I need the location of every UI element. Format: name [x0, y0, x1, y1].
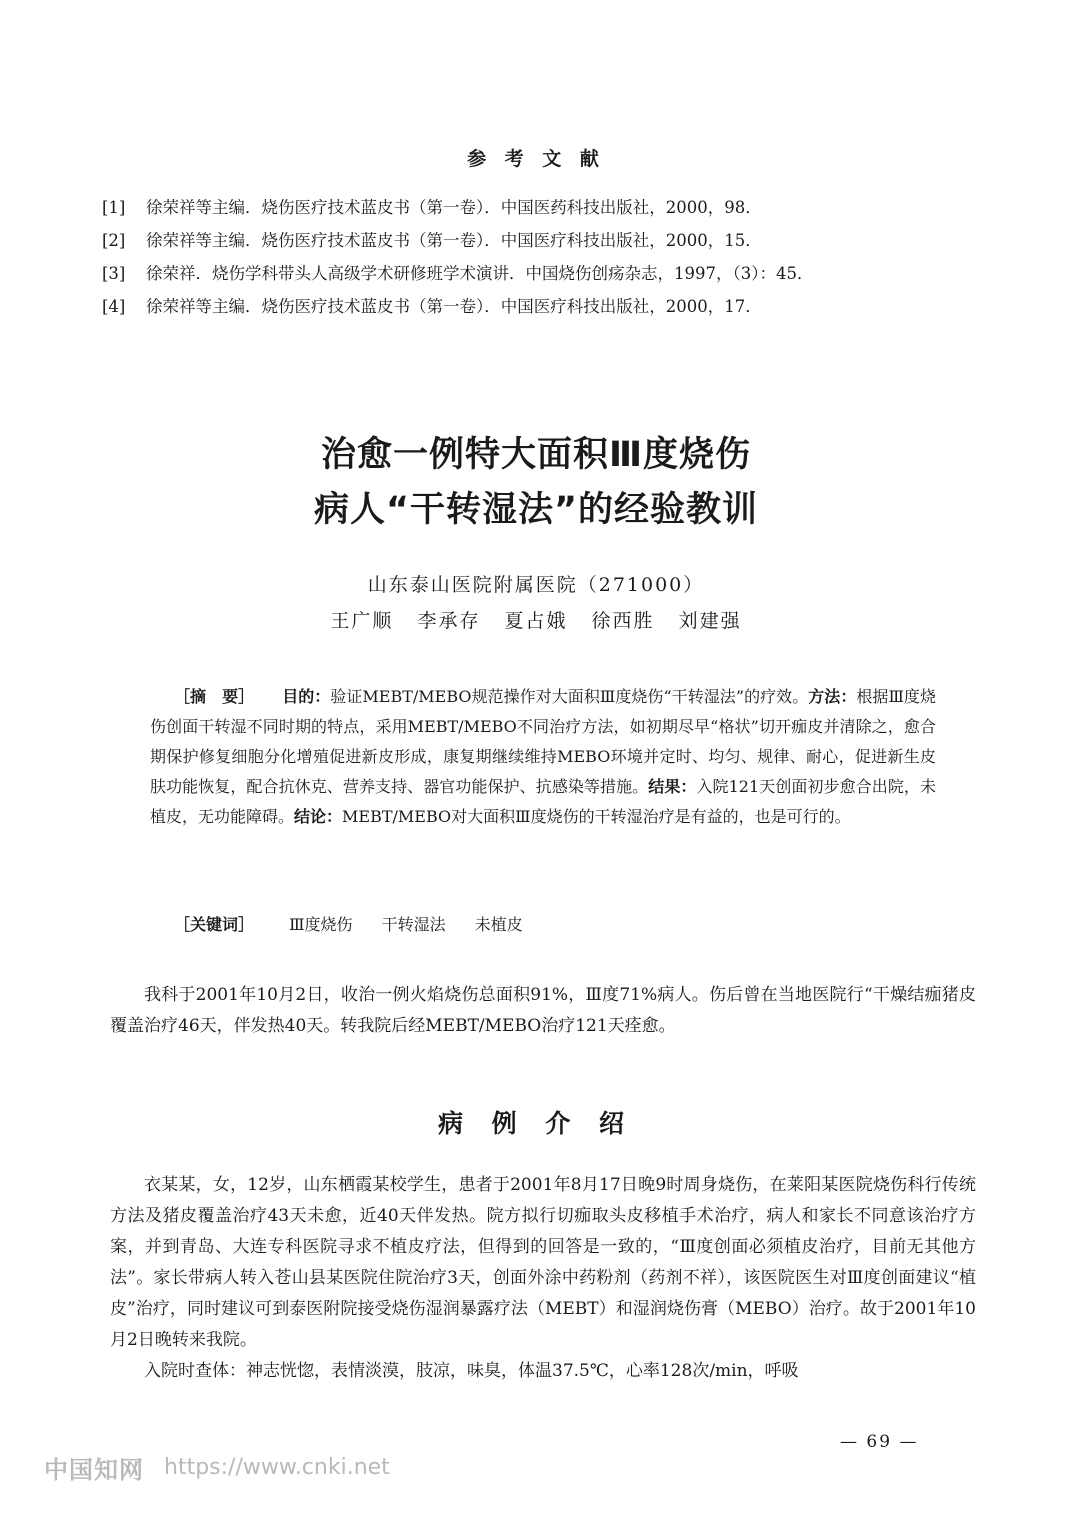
keyword: 未植皮	[474, 915, 523, 934]
reference-number: [2]	[102, 231, 126, 250]
reference-item	[102, 227, 982, 254]
conclusion-text: MEBT/MEBO对大面积Ⅲ度烧伤的干转湿治疗是有益的，也是可行的。	[342, 807, 851, 826]
author-list: 王广顺 李承存 夏占娥 徐西胜 刘建强	[330, 610, 742, 632]
reference-number: [1]	[102, 198, 126, 217]
reference-list	[102, 194, 982, 326]
reference-text: 徐荣祥等主编．烧伤医疗技术蓝皮书（第一卷）．中国医疗科技出版社，2000，17．	[146, 297, 762, 316]
method-text: 根据Ⅲ度烧伤创面干转湿不同时期的特点，采用MEBT/MEBO不同治疗方法，如初期尽早“格状”切开痂皮并清除之，愈合期保护修复细胞分化增殖促进新皮形成，康复期继续维持MEBO环境并定时、均匀、规律、耐心，促进新生皮肤功能恢复，配合抗休克、营养支持、器官功能保护、抗感染等措施。	[150, 687, 936, 796]
affiliation: 山东泰山医院附属医院（271000）	[367, 574, 705, 596]
reference-text: 徐荣祥．烧伤学科带头人高级学术研修班学术演讲．中国烧伤创疡杂志，1997，（3）：45．	[146, 264, 814, 283]
section-heading: 病 例 介 绍	[437, 1109, 635, 1138]
page-number: — 69 —	[840, 1432, 919, 1452]
cnki-logo: 中国知网	[44, 1456, 144, 1484]
reference-number: [4]	[102, 297, 126, 316]
title-line-2: 病人“干转湿法”的经验教训	[313, 490, 758, 530]
cnki-watermark	[44, 1450, 390, 1485]
objective-text: 验证MEBT/MEBO规范操作对大面积Ⅲ度烧伤“干转湿法”的疗效。	[330, 687, 809, 706]
case-report	[110, 1170, 976, 1387]
reference-text: 徐荣祥等主编．烧伤医疗技术蓝皮书（第一卷）．中国医疗科技出版社，2000，15．	[146, 231, 762, 250]
abstract	[150, 682, 936, 832]
reference-text: 徐荣祥等主编．烧伤医疗技术蓝皮书（第一卷）．中国医药科技出版社，2000，98．	[146, 198, 762, 217]
body-paragraph: 入院时查体：神志恍惚，表情淡漠，肢凉，味臭，体温37.5℃，心率128次/min，呼吸	[144, 1361, 799, 1381]
intro-paragraph: 我科于2001年10月2日，收治一例火焰烧伤总面积91%，Ⅲ度71%病人。伤后曾在当地医院行“干燥结痂猪皮覆盖治疗46天，伴发热40天。转我院后经MEBT/MEBO治疗121天痊愈。	[110, 985, 976, 1036]
objective-label: 目的：	[282, 687, 331, 706]
reference-number: [3]	[102, 264, 126, 283]
keywords-tag: ［关键词］	[174, 915, 255, 934]
keywords	[174, 912, 934, 935]
abstract-tag: ［摘 要］	[174, 687, 255, 706]
conclusion-label: 结论：	[294, 807, 343, 826]
body-paragraph: 衣某某，女，12岁，山东栖霞某校学生，患者于2001年8月17日晚9时周身烧伤，在莱阳某医院烧伤科行传统方法及猪皮覆盖治疗43天未愈，近40天伴发热。院方拟行切痂取头皮移植手术治疗，病人和家长不同意该治疗方案，并到青岛、大连专科医院寻求不植皮疗法，但得到的回答是一致的，“Ⅲ度创面必须植皮治疗，目前无其他方法”。家长带病人转入苍山县某医院住院治疗3天，创面外涂中药粉剂（药剂不祥），该医院医生对Ⅲ度创面建议“植皮”治疗，同时建议可到泰医附院接受烧伤湿润暴露疗法（MEBT）和湿润烧伤膏（MEBO）治疗。故于2001年10月2日晚转来我院。	[110, 1175, 976, 1350]
reference-item	[102, 194, 982, 221]
reference-item	[102, 260, 982, 287]
method-label: 方法：	[808, 687, 857, 706]
keyword: Ⅲ度烧伤	[289, 915, 353, 934]
reference-item	[102, 293, 982, 320]
article-title	[0, 428, 1072, 538]
keyword: 干转湿法	[381, 915, 446, 934]
title-line-1: 治愈一例特大面积Ⅲ度烧伤	[320, 435, 752, 475]
result-label: 结果：	[648, 777, 697, 796]
result-text: 入院121天创面初步愈合出院，未植皮，无功能障碍。	[150, 777, 936, 826]
cnki-url: https://www.cnki.net	[164, 1455, 390, 1480]
references-heading: 参 考 文 献	[467, 148, 605, 170]
